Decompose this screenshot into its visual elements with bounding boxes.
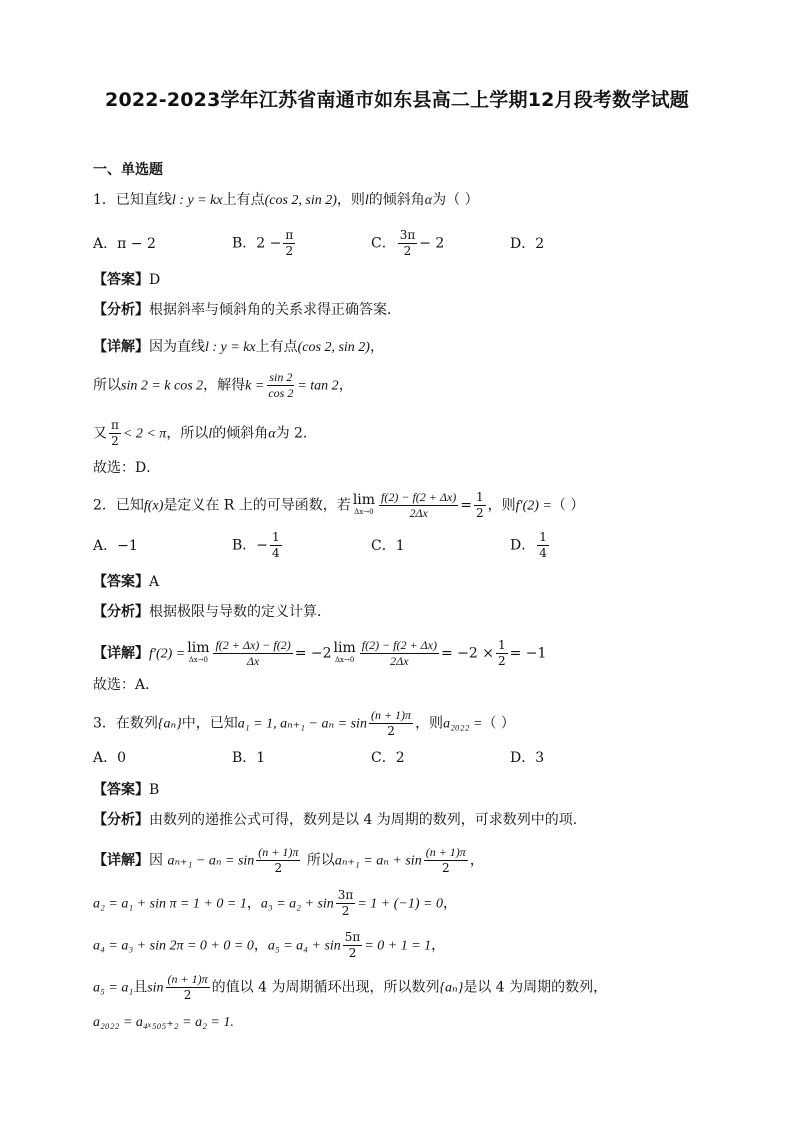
q3-detail-line5: a₂₀₂₂ = a₄ₓ₅₀₅₊₂ = a₂ = 1. (93, 1015, 234, 1030)
q3-detail-line2: a₂ = a₁ + sin π = 1 + 0 = 1，a₃ = a₂ + sin $\frac{3\pi}{2}$ = 1 + (−1) = 0， (93, 888, 457, 918)
q2-option-c[interactable]: C．1 (371, 538, 405, 554)
q3-answer: 【答案】B (93, 782, 160, 798)
q3-option-b[interactable]: B．1 (232, 750, 266, 766)
q3-option-d[interactable]: D．3 (510, 750, 545, 766)
q2-option-a[interactable]: A．−1 (93, 538, 138, 554)
q2-stem: 2．已知f(x)是定义在 R 上的可导函数，若 lim Δx→0 $\frac{f(2) - f(2 + \Delta x)}{2\Delta x}$ = $\frac{1}{2}$ ，则f′(2) =（ ） (93, 490, 585, 520)
q1-option-a[interactable]: A．π − 2 (93, 236, 156, 252)
q2-analysis: 【分析】根据极限与导数的定义计算． (93, 604, 331, 620)
q1-detail-line1: 【详解】因为直线l : y = kx上有点(cos 2, sin 2)， (93, 339, 384, 355)
page-title: 2022-2023学年江苏省南通市如东县高二上学期12月段考数学试题 (105, 89, 689, 111)
q3-option-c[interactable]: C．2 (371, 750, 405, 766)
q1-stem: 1．已知直线l : y = kx上有点(cos 2, sin 2)，则l的倾斜角α为（ ） (93, 192, 479, 208)
q2-answer: 【答案】A (93, 574, 160, 590)
q2-choose: 故选：A． (93, 677, 160, 693)
q2-option-b[interactable]: B．− $\frac{1}{4}$ (232, 530, 280, 560)
q3-option-a[interactable]: A．0 (93, 750, 127, 766)
q2-detail: 【详解】f′(2) = lim Δx→0 $\frac{f(2 + \Delta x) - f(2)}{\Delta x}$ = −2 lim Δx→0 $\frac{f(2) - f(2 + \Delta x)}{2\Delta x}$ = −2 × $\frac{1}{2}$ = −1 (93, 638, 547, 668)
q1-option-c[interactable]: C． $\frac{3\pi}{2}$ − 2 (371, 228, 445, 258)
q2-option-d[interactable]: D． $\frac{1}{4}$ (510, 530, 547, 560)
q3-stem: 3．在数列{aₙ}中，已知a₁ = 1, aₙ₊₁ − aₙ = sin $\frac{(n + 1)\pi}{2}$ ，则a₂₀₂₂ =（ ） (93, 708, 515, 738)
q3-detail-line1: 【详解】因 aₙ₊₁ − aₙ = sin $\frac{(n + 1)\pi}{2}$ 所以aₙ₊₁ = aₙ + sin $\frac{(n + 1)\pi}{2}$ ， (93, 845, 484, 875)
q1-option-d[interactable]: D．2 (510, 236, 545, 252)
q3-detail-line3: a₄ = a₃ + sin 2π = 0 + 0 = 0，a₅ = a₄ + sin $\frac{5\pi}{2}$ = 0 + 1 = 1， (93, 930, 446, 960)
q1-analysis: 【分析】根据斜率与倾斜角的关系求得正确答案. (93, 302, 392, 318)
q1-detail-line3: 又 $\frac{\pi}{2}$ < 2 < π，所以l的倾斜角α为 2. (93, 418, 308, 448)
q3-analysis: 【分析】由数列的递推公式可得，数列是以 4 为周期的数列，可求数列中的项. (93, 812, 578, 828)
q3-detail-line4: a₅ = a₁且sin $\frac{(n + 1)\pi}{2}$ 的值以 4 为周期循环出现，所以数列{aₙ}是以 4 为周期的数列， (93, 972, 608, 1002)
q1-choose: 故选：D． (93, 460, 161, 476)
q1-answer: 【答案】D (93, 272, 161, 288)
q1-option-b[interactable]: B．2 − $\frac{\pi}{2}$ (232, 228, 294, 258)
section-heading: 一、单选题 (93, 162, 163, 178)
q1-detail-line2: 所以sin 2 = k cos 2，解得k = $\frac{\sin 2}{\cos 2}$ = tan 2， (93, 370, 353, 400)
